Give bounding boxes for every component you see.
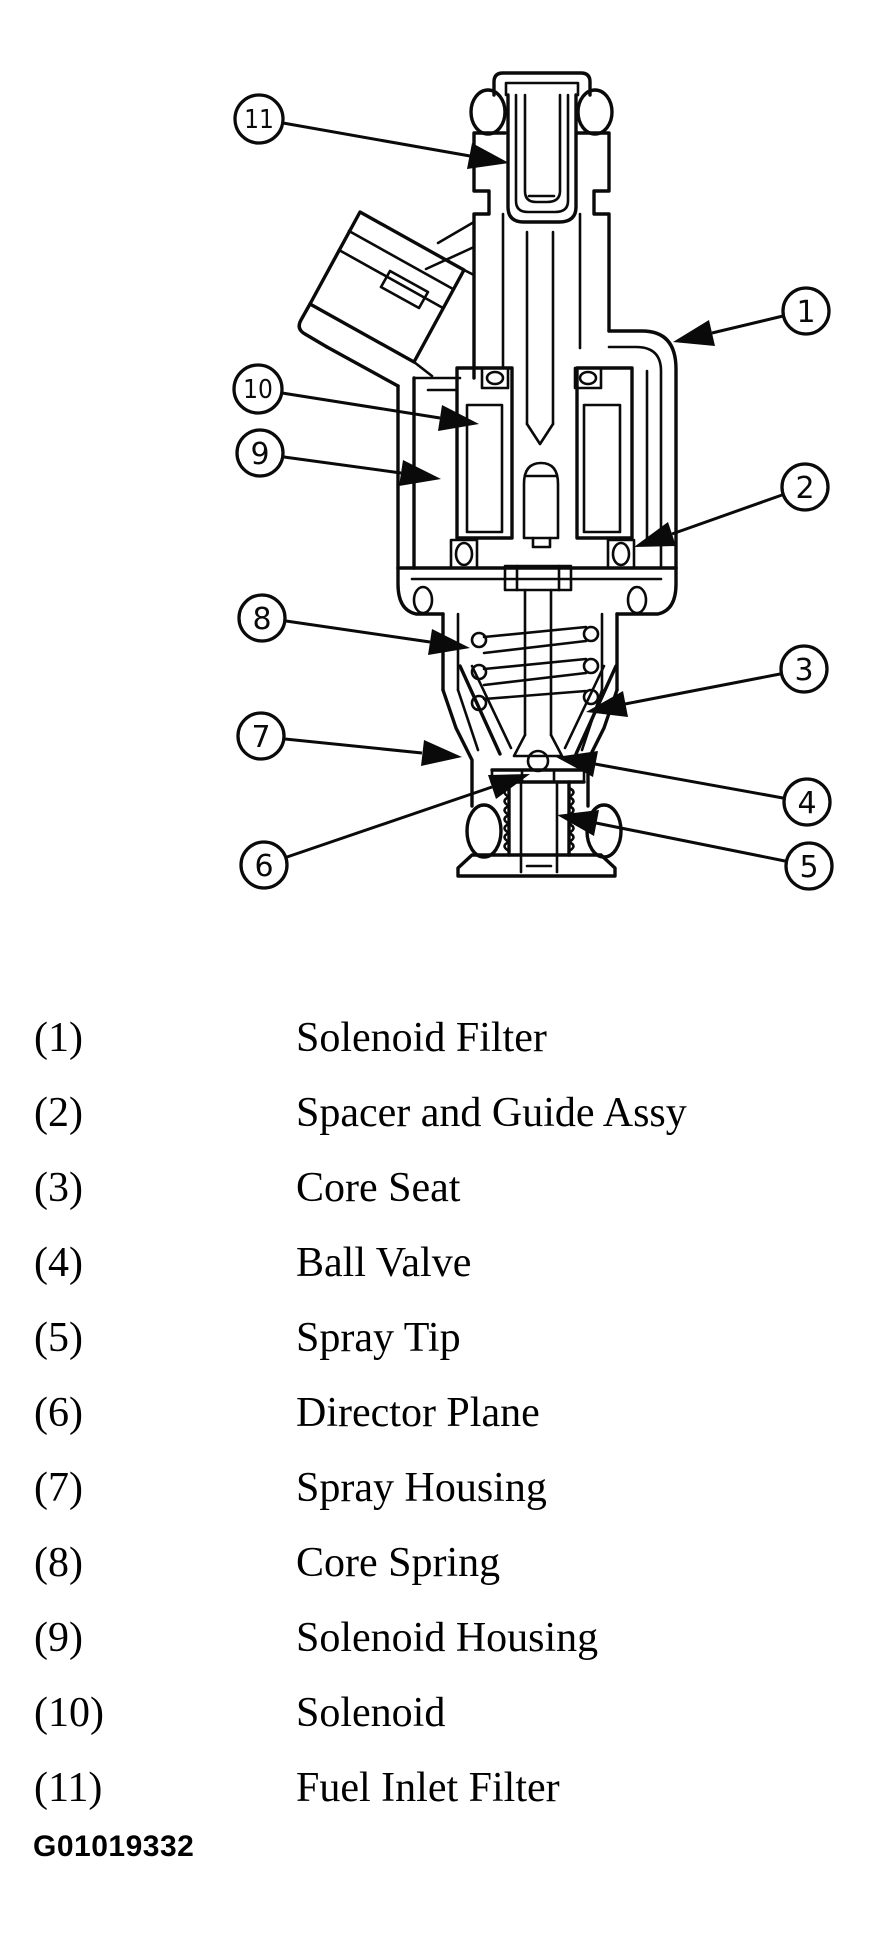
legend-item-number: (2) [34,1090,83,1136]
legend-item-number: (6) [34,1390,83,1436]
legend-item-number: (4) [34,1240,83,1286]
legend-item-number: (7) [34,1465,83,1511]
legend-item-5 [0,1314,820,1376]
legend-item-label: Solenoid [296,1690,446,1736]
callout-3-number: 3 [794,653,814,688]
legend-item-label: Solenoid Housing [296,1615,599,1661]
callout-6-number: 6 [254,849,274,884]
legend-item-number: (3) [34,1165,83,1211]
legend-item-10 [0,1689,820,1751]
callout-3 [781,646,827,692]
callout-9 [237,430,283,476]
legend-item-2 [0,1089,820,1151]
legend-item-label: Spray Housing [296,1465,547,1511]
legend-item-9 [0,1614,820,1676]
callout-5 [786,843,832,889]
callout-10-number: 10 [243,375,273,405]
legend-item-number: (8) [34,1540,83,1586]
legend-item-number: (1) [34,1015,83,1061]
legend-item-number: (10) [34,1690,104,1736]
legend-item-8 [0,1539,820,1601]
legend-item-11 [0,1764,820,1826]
legend-item-label: Spacer and Guide Assy [296,1090,687,1136]
callout-4 [784,779,830,825]
legend-item-6 [0,1389,820,1451]
callout-8-number: 8 [252,602,272,637]
callout-2-number: 2 [795,471,815,506]
callout-8 [239,595,285,641]
callout-2 [782,464,828,510]
callout-11 [235,95,283,143]
callout-7 [238,713,284,759]
leader-lines [282,123,785,861]
callout-5-number: 5 [799,850,819,885]
callout-1-number: 1 [796,295,816,330]
figure-code: G01019332 [33,1830,195,1863]
legend-item-number: (11) [34,1765,103,1811]
legend-item-3 [0,1164,820,1226]
legend-item-7 [0,1464,820,1526]
callout-10 [234,365,282,413]
callout-7-number: 7 [251,720,271,755]
callout-11-number: 11 [244,105,274,135]
injector-drawing [299,73,676,876]
legend-item-4 [0,1239,820,1301]
legend-item-label: Core Spring [296,1540,501,1586]
legend-item-label: Solenoid Filter [296,1015,547,1061]
legend-item-label: Core Seat [296,1165,461,1211]
callout-9-number: 9 [250,437,270,472]
callout-4-number: 4 [797,786,817,821]
callout-1 [783,288,829,334]
legend-item-label: Spray Tip [296,1315,461,1361]
legend-item-number: (9) [34,1615,83,1661]
callout-6 [241,842,287,888]
legend-item-label: Director Plane [296,1390,540,1436]
legend-item-label: Fuel Inlet Filter [296,1765,560,1811]
legend-item-label: Ball Valve [296,1240,472,1286]
legend-item-1 [0,1014,820,1076]
legend-item-number: (5) [34,1315,83,1361]
